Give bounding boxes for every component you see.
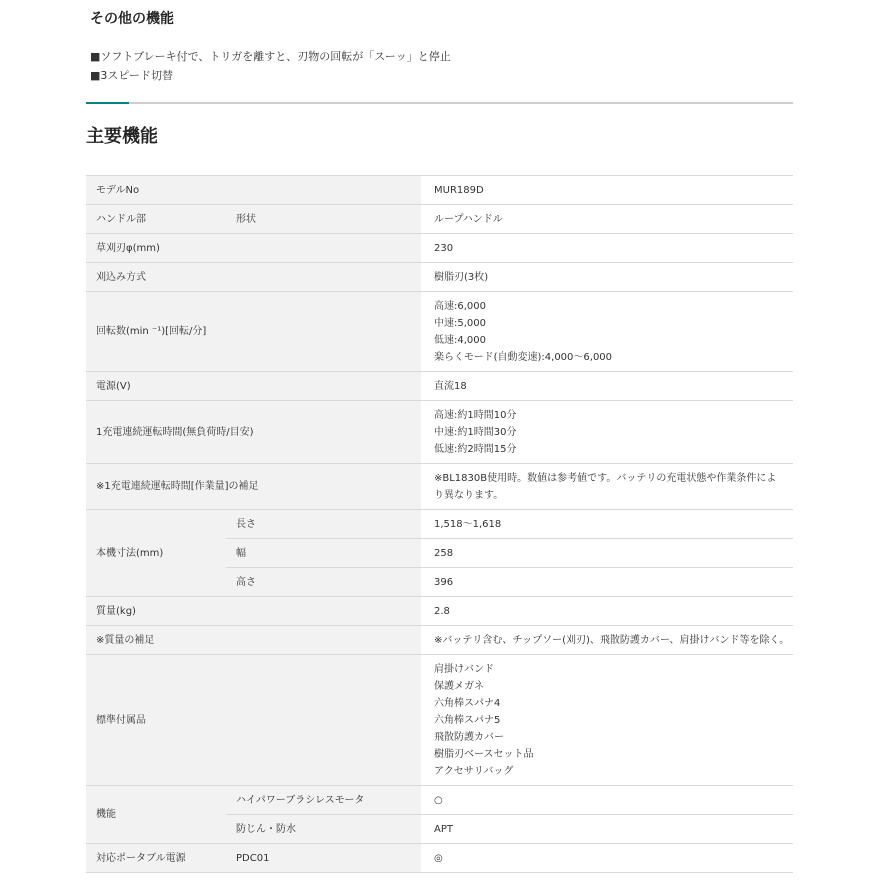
feature-bullet: ■3スピード切替 (90, 69, 173, 82)
accessory-item: 六角棒スパナ5 (434, 714, 501, 726)
rpm-line: 楽らくモード(自動変速):4,000〜6,000 (434, 351, 613, 363)
table-row (86, 655, 793, 786)
table-row (86, 401, 793, 464)
spec-sublabel (226, 626, 421, 655)
table-row (86, 292, 793, 372)
table-row (86, 263, 793, 292)
spec-sublabel: PDC01 (226, 844, 421, 873)
other-features-title: その他の機能 (90, 11, 174, 27)
spec-label: 回転数(min ⁻¹)[回転/分] (86, 292, 226, 372)
other-features-list (90, 47, 451, 85)
spec-label: 標準付属品 (86, 655, 226, 786)
spec-table (86, 175, 793, 873)
table-row (86, 464, 793, 510)
rpm-line: 高速:6,000 (434, 300, 486, 312)
spec-sublabel: 高さ (226, 568, 421, 597)
spec-label: モデルNo (86, 176, 226, 205)
spec-label: 1充電連続運転時間(無負荷時/目安) (86, 401, 421, 464)
spec-sublabel (226, 234, 421, 263)
spec-value: MUR189D (421, 176, 793, 205)
spec-sublabel: 長さ (226, 510, 421, 539)
runtime-line: 中速:約1時間30分 (434, 426, 517, 438)
spec-sublabel: 防じん・防水 (226, 815, 421, 844)
spec-sublabel (226, 597, 421, 626)
table-row (86, 626, 793, 655)
spec-label: 本機寸法(mm) (86, 510, 226, 597)
table-row (86, 786, 793, 815)
spec-value: 230 (421, 234, 793, 263)
spec-label: ハンドル部 (86, 205, 226, 234)
spec-label: 質量(kg) (86, 597, 226, 626)
spec-value: 396 (421, 568, 793, 597)
spec-sublabel (226, 292, 421, 372)
spec-value (421, 655, 793, 786)
feature-bullet: ■ソフトブレーキ付で、トリガを離すと、刃物の回転が「スーッ」と停止 (90, 50, 451, 63)
spec-sublabel (226, 655, 421, 786)
spec-label: 草刈刃φ(mm) (86, 234, 226, 263)
spec-sublabel: 形状 (226, 205, 421, 234)
table-row (86, 597, 793, 626)
spec-value: 1,518〜1,618 (421, 510, 793, 539)
table-row (86, 372, 793, 401)
main-features-title: 主要機能 (86, 126, 158, 147)
table-row (86, 844, 793, 873)
spec-sublabel: 幅 (226, 539, 421, 568)
spec-sublabel (226, 263, 421, 292)
spec-label: 機能 (86, 786, 226, 844)
spec-value: ◎ (421, 844, 793, 873)
spec-value: ループハンドル (421, 205, 793, 234)
rpm-line: 低速:4,000 (434, 334, 486, 346)
spec-value: 直流18 (421, 372, 793, 401)
spec-sublabel: ハイパワーブラシレスモータ (226, 786, 421, 815)
spec-label: 刈込み方式 (86, 263, 226, 292)
spec-label: 対応ポータブル電源 (86, 844, 226, 873)
accessory-item: 樹脂刃ベースセット品 (434, 748, 534, 760)
accessory-item: 飛散防護カバー (434, 731, 504, 743)
section-divider-accent (86, 102, 129, 104)
table-row (86, 510, 793, 539)
table-row (86, 234, 793, 263)
accessory-item: アクセサリバッグ (434, 765, 514, 777)
accessory-item: 保護メガネ (434, 680, 484, 692)
spec-value: ○ (421, 786, 793, 815)
spec-sublabel (226, 176, 421, 205)
runtime-line: 高速:約1時間10分 (434, 409, 517, 421)
runtime-line: 低速:約2時間15分 (434, 443, 517, 455)
spec-label: ※質量の補足 (86, 626, 226, 655)
spec-value: 2.8 (421, 597, 793, 626)
spec-value: 258 (421, 539, 793, 568)
rpm-line: 中速:5,000 (434, 317, 486, 329)
spec-label: 電源(V) (86, 372, 226, 401)
table-row (86, 205, 793, 234)
spec-value: ※バッテリ含む、チップソー(刈刃)、飛散防護カバー、肩掛けバンド等を除く。 (421, 626, 793, 655)
spec-value (421, 401, 793, 464)
accessory-item: 六角棒スパナ4 (434, 697, 501, 709)
spec-sublabel (226, 372, 421, 401)
spec-value (421, 292, 793, 372)
spec-value: 樹脂刃(3枚) (421, 263, 793, 292)
accessory-item: 肩掛けバンド (434, 663, 494, 675)
spec-value: ※BL1830B使用時。数値は参考値です。バッテリの充電状態や作業条件により異なります。 (421, 464, 793, 510)
spec-value: APT (421, 815, 793, 844)
section-divider (86, 102, 793, 104)
table-row (86, 176, 793, 205)
spec-label: ※1充電連続運転時間[作業量]の補足 (86, 464, 421, 510)
